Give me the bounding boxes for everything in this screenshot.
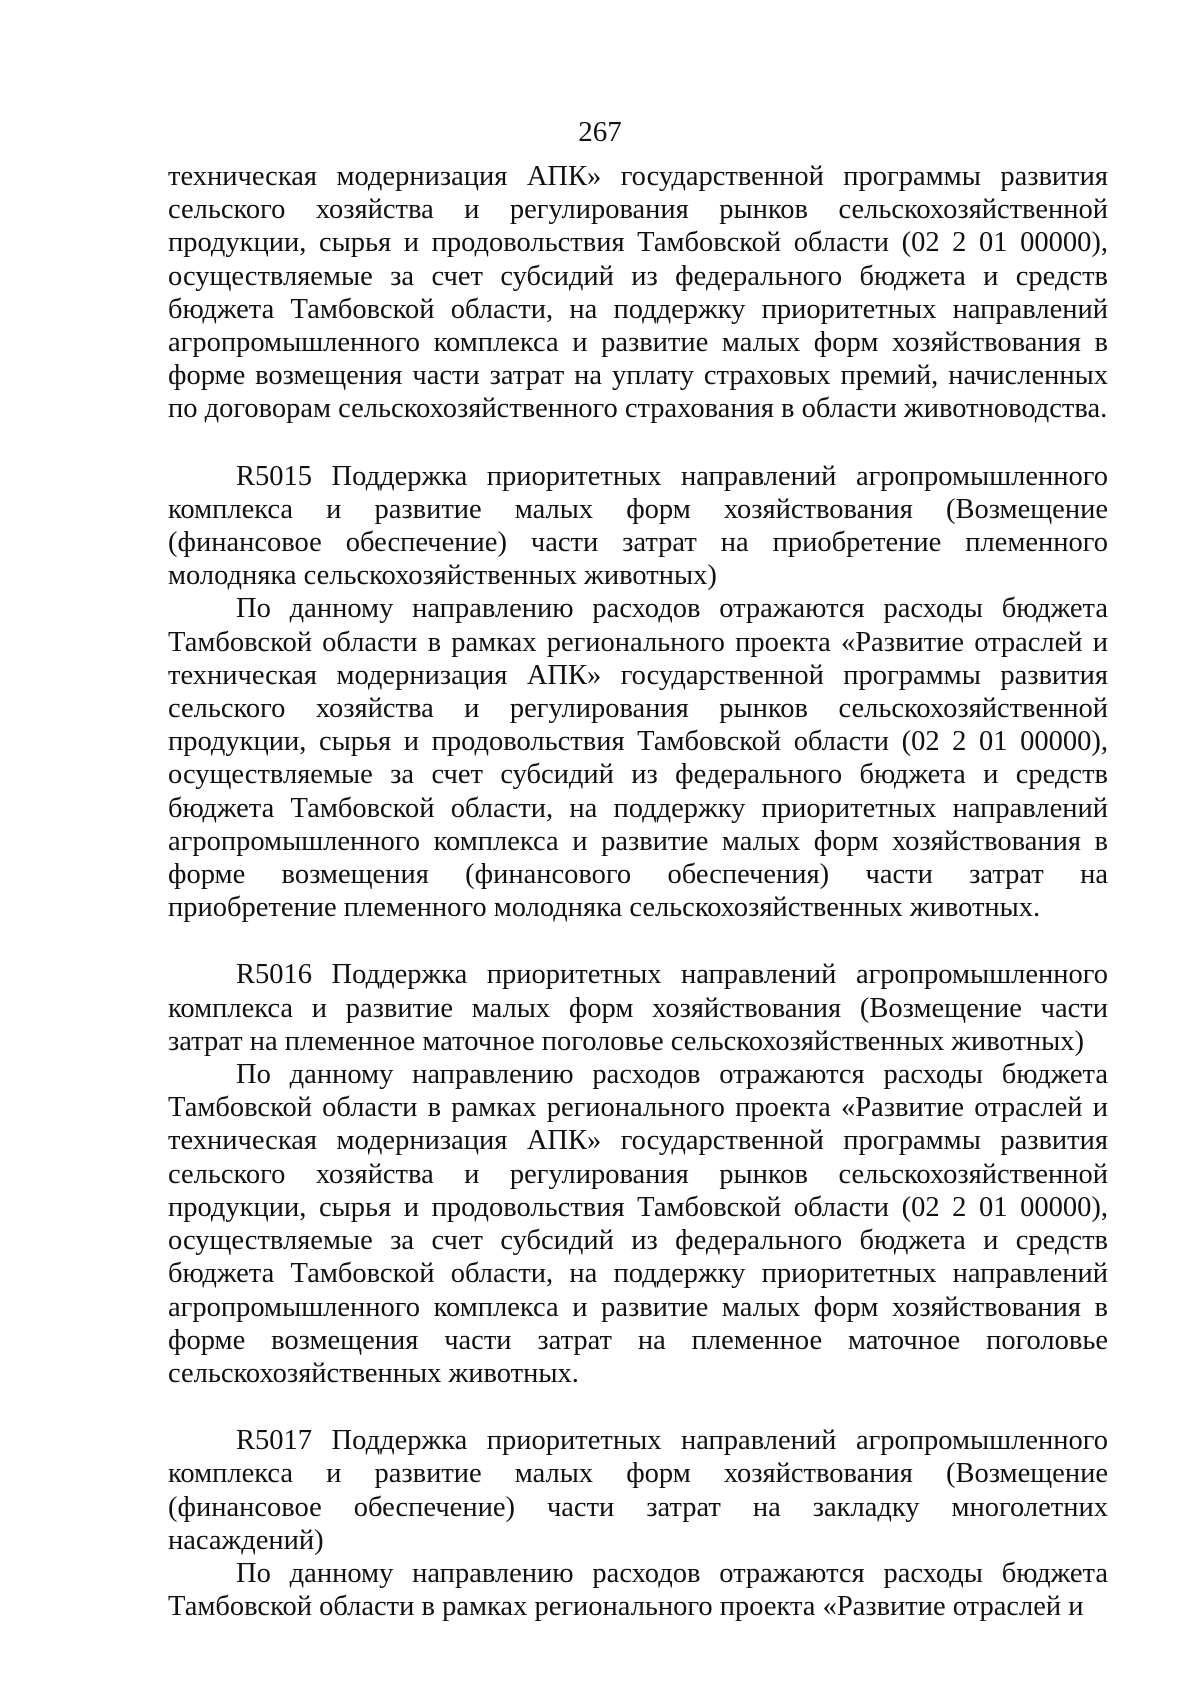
section-heading-r5016: R5016 Поддержка приоритетных направлений агропромышленного комплекса и развитие малых форм хозяйствования (Возмещение части затрат на племенное маточное поголовье сельскохозяйственных животных) xyxy=(168,959,1108,1057)
page-number: 267 xyxy=(578,116,622,148)
paragraph-r5015-description: По данному направлению расходов отражаются расходы бюджета Тамбовской области в рамках регионального проекта «Развитие отраслей и техническая модернизация АПК» государственной программы развития сельского хозяйства и регулирования рынков сельскохозяйственной продукции, сырья и продовольствия Тамбовской области (02 2 01 00000), осуществляемые за счет субсидий из федерального бюджета и средств бюджета Тамбовской области, на поддержку приоритетных направлений агропромышленного комплекса и развитие малых форм хозяйствования в форме возмещения (финансового обеспечения) части затрат на приобретение племенного молодняка сельскохозяйственных животных. xyxy=(168,593,1108,924)
paragraph-r5017-description: По данному направлению расходов отражаются расходы бюджета Тамбовской области в рамках регионального проекта «Развитие отраслей и xyxy=(168,1557,1108,1623)
paragraph-r5016-description: По данному направлению расходов отражаются расходы бюджета Тамбовской области в рамках регионального проекта «Развитие отраслей и техническая модернизация АПК» государственной программы развития сельского хозяйства и регулирования рынков сельскохозяйственной продукции, сырья и продовольствия Тамбовской области (02 2 01 00000), осуществляемые за счет субсидий из федерального бюджета и средств бюджета Тамбовской области, на поддержку приоритетных направлений агропромышленного комплекса и развитие малых форм хозяйствования в форме возмещения части затрат на племенное маточное поголовье сельскохозяйственных животных. xyxy=(168,1059,1108,1389)
section-heading-r5017: R5017 Поддержка приоритетных направлений агропромышленного комплекса и развитие малых форм хозяйствования (Возмещение (финансовое обеспечение) части затрат на закладку многолетних насаждений) xyxy=(168,1425,1108,1556)
paragraph-continuation: техническая модернизация АПК» государственной программы развития сельского хозяйства и регулирования рынков сельскохозяйственной продукции, сырья и продовольствия Тамбовской области (02 2 01 00000), осуществляемые за счет субсидий из федерального бюджета и средств бюджета Тамбовской области, на поддержку приоритетных направлений агропромышленного комплекса и развитие малых форм хозяйствования в форме возмещения части затрат на уплату страховых премий, начисленных по договорам сельскохозяйственного страхования в области животноводства. xyxy=(168,161,1108,425)
section-heading-r5015: R5015 Поддержка приоритетных направлений агропромышленного комплекса и развитие малых форм хозяйствования (Возмещение (финансовое обеспечение) части затрат на приобретение племенного молодняка сельскохозяйственных животных) xyxy=(168,460,1108,592)
document-body xyxy=(168,160,1108,1623)
